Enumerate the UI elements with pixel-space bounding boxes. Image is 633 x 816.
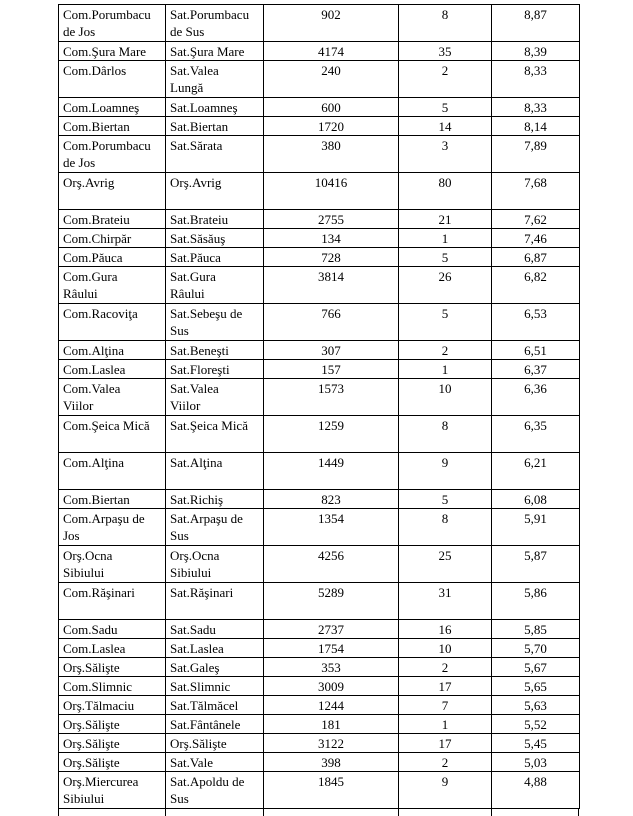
commune-cell: Orş.Avrig bbox=[59, 173, 166, 210]
count-cell: 31 bbox=[399, 583, 492, 620]
commune-cell: Com.Sadu bbox=[59, 620, 166, 639]
column-divider bbox=[398, 809, 399, 816]
commune-cell: Orş.Tălmaciu bbox=[59, 696, 166, 715]
rate-cell: 5,67 bbox=[492, 658, 580, 677]
village-cell: Sat.Brateiu bbox=[166, 210, 264, 229]
value-cell: 902 bbox=[264, 5, 399, 42]
village-cell: Sat.Slimnic bbox=[166, 677, 264, 696]
village-cell: Sat.Vale bbox=[166, 753, 264, 772]
commune-cell: Orş.Sălişte bbox=[59, 658, 166, 677]
rate-cell: 7,62 bbox=[492, 210, 580, 229]
village-cell: Sat.Alţina bbox=[166, 453, 264, 490]
count-cell: 1 bbox=[399, 360, 492, 379]
commune-cell: Com.Biertan bbox=[59, 490, 166, 509]
table-row bbox=[59, 416, 580, 453]
count-cell: 17 bbox=[399, 677, 492, 696]
count-cell: 35 bbox=[399, 42, 492, 61]
village-cell: Sat.Valea Viilor bbox=[166, 379, 264, 416]
commune-cell: Orş.Sălişte bbox=[59, 753, 166, 772]
count-cell: 26 bbox=[399, 267, 492, 304]
table-row bbox=[59, 229, 580, 248]
table-row bbox=[59, 360, 580, 379]
commune-cell: Com.Racoviţa bbox=[59, 304, 166, 341]
value-cell: 823 bbox=[264, 490, 399, 509]
rate-cell: 6,21 bbox=[492, 453, 580, 490]
count-cell: 9 bbox=[399, 453, 492, 490]
commune-cell: Com.Alţina bbox=[59, 453, 166, 490]
rate-cell: 5,03 bbox=[492, 753, 580, 772]
count-cell: 21 bbox=[399, 210, 492, 229]
commune-cell: Com.Răşinari bbox=[59, 583, 166, 620]
table-row bbox=[59, 546, 580, 583]
value-cell: 766 bbox=[264, 304, 399, 341]
table-row bbox=[59, 173, 580, 210]
commune-cell: Com.Loamneş bbox=[59, 98, 166, 117]
commune-cell: Com.Chirpăr bbox=[59, 229, 166, 248]
village-cell: Sat.Arpaşu de Sus bbox=[166, 509, 264, 546]
village-cell: Sat.Gura Râului bbox=[166, 267, 264, 304]
rate-cell: 5,91 bbox=[492, 509, 580, 546]
count-cell: 10 bbox=[399, 379, 492, 416]
rate-cell: 8,14 bbox=[492, 117, 580, 136]
value-cell: 307 bbox=[264, 341, 399, 360]
village-cell: Sat.Floreşti bbox=[166, 360, 264, 379]
table-row bbox=[59, 583, 580, 620]
value-cell: 10416 bbox=[264, 173, 399, 210]
rate-cell: 5,45 bbox=[492, 734, 580, 753]
village-cell: Sat.Fântânele bbox=[166, 715, 264, 734]
value-cell: 353 bbox=[264, 658, 399, 677]
value-cell: 3009 bbox=[264, 677, 399, 696]
table-row bbox=[59, 620, 580, 639]
column-divider bbox=[165, 809, 166, 816]
count-cell: 25 bbox=[399, 546, 492, 583]
village-cell: Orş.Sălişte bbox=[166, 734, 264, 753]
rate-cell: 7,46 bbox=[492, 229, 580, 248]
count-cell: 3 bbox=[399, 136, 492, 173]
village-cell: Orş.Avrig bbox=[166, 173, 264, 210]
table-row bbox=[59, 136, 580, 173]
rate-cell: 6,87 bbox=[492, 248, 580, 267]
count-cell: 5 bbox=[399, 490, 492, 509]
count-cell: 1 bbox=[399, 229, 492, 248]
count-cell: 8 bbox=[399, 509, 492, 546]
count-cell: 5 bbox=[399, 304, 492, 341]
commune-cell: Com.Slimnic bbox=[59, 677, 166, 696]
count-cell: 16 bbox=[399, 620, 492, 639]
commune-cell: Com.Laslea bbox=[59, 639, 166, 658]
village-cell: Sat.Săsăuş bbox=[166, 229, 264, 248]
commune-cell: Orş.Sălişte bbox=[59, 734, 166, 753]
count-cell: 1 bbox=[399, 715, 492, 734]
value-cell: 1754 bbox=[264, 639, 399, 658]
table-row bbox=[59, 509, 580, 546]
table-row bbox=[59, 772, 580, 809]
commune-cell: Com.Biertan bbox=[59, 117, 166, 136]
table-row bbox=[59, 753, 580, 772]
value-cell: 1259 bbox=[264, 416, 399, 453]
value-cell: 2737 bbox=[264, 620, 399, 639]
rate-cell: 6,08 bbox=[492, 490, 580, 509]
commune-cell: Com.Porumbacu de Jos bbox=[59, 136, 166, 173]
commune-cell: Orş.Sălişte bbox=[59, 715, 166, 734]
count-cell: 9 bbox=[399, 772, 492, 809]
value-cell: 181 bbox=[264, 715, 399, 734]
rate-cell: 6,53 bbox=[492, 304, 580, 341]
rate-cell: 5,52 bbox=[492, 715, 580, 734]
rate-cell: 8,33 bbox=[492, 61, 580, 98]
rate-cell: 6,37 bbox=[492, 360, 580, 379]
value-cell: 3122 bbox=[264, 734, 399, 753]
table-row bbox=[59, 639, 580, 658]
value-cell: 3814 bbox=[264, 267, 399, 304]
table-row bbox=[59, 42, 580, 61]
value-cell: 380 bbox=[264, 136, 399, 173]
table-row bbox=[59, 715, 580, 734]
count-cell: 14 bbox=[399, 117, 492, 136]
village-cell: Sat.Laslea bbox=[166, 639, 264, 658]
rate-cell: 6,36 bbox=[492, 379, 580, 416]
table-row bbox=[59, 117, 580, 136]
value-cell: 157 bbox=[264, 360, 399, 379]
village-cell: Sat.Valea Lungă bbox=[166, 61, 264, 98]
commune-cell: Com.Gura Râului bbox=[59, 267, 166, 304]
commune-cell: Com.Valea Viilor bbox=[59, 379, 166, 416]
commune-cell: Com.Şeica Mică bbox=[59, 416, 166, 453]
count-cell: 2 bbox=[399, 341, 492, 360]
value-cell: 1720 bbox=[264, 117, 399, 136]
value-cell: 600 bbox=[264, 98, 399, 117]
table-row bbox=[59, 734, 580, 753]
value-cell: 240 bbox=[264, 61, 399, 98]
commune-cell: Orş.Miercurea Sibiului bbox=[59, 772, 166, 809]
table-row bbox=[59, 341, 580, 360]
table-body bbox=[59, 5, 580, 809]
table-row bbox=[59, 267, 580, 304]
value-cell: 1354 bbox=[264, 509, 399, 546]
table-row bbox=[59, 677, 580, 696]
village-cell: Sat.Loamneş bbox=[166, 98, 264, 117]
commune-cell: Com.Laslea bbox=[59, 360, 166, 379]
count-cell: 2 bbox=[399, 753, 492, 772]
commune-cell: Orş.Ocna Sibiului bbox=[59, 546, 166, 583]
table-row bbox=[59, 304, 580, 341]
column-divider bbox=[491, 809, 492, 816]
village-cell: Sat.Tălmăcel bbox=[166, 696, 264, 715]
count-cell: 80 bbox=[399, 173, 492, 210]
table-row bbox=[59, 61, 580, 98]
village-cell: Sat.Beneşti bbox=[166, 341, 264, 360]
village-cell: Sat.Porumbacu de Sus bbox=[166, 5, 264, 42]
value-cell: 398 bbox=[264, 753, 399, 772]
rate-cell: 6,51 bbox=[492, 341, 580, 360]
commune-cell: Com.Păuca bbox=[59, 248, 166, 267]
value-cell: 1573 bbox=[264, 379, 399, 416]
table-row bbox=[59, 453, 580, 490]
commune-cell: Com.Dârlos bbox=[59, 61, 166, 98]
rate-cell: 5,85 bbox=[492, 620, 580, 639]
village-cell: Sat.Richiş bbox=[166, 490, 264, 509]
commune-cell: Com.Alţina bbox=[59, 341, 166, 360]
table-row bbox=[59, 98, 580, 117]
rate-cell: 5,63 bbox=[492, 696, 580, 715]
rate-cell: 6,82 bbox=[492, 267, 580, 304]
value-cell: 4174 bbox=[264, 42, 399, 61]
commune-cell: Com.Porumbacu de Jos bbox=[59, 5, 166, 42]
table-row bbox=[59, 248, 580, 267]
value-cell: 728 bbox=[264, 248, 399, 267]
value-cell: 1244 bbox=[264, 696, 399, 715]
value-cell: 2755 bbox=[264, 210, 399, 229]
value-cell: 134 bbox=[264, 229, 399, 248]
commune-cell: Com.Arpaşu de Jos bbox=[59, 509, 166, 546]
count-cell: 8 bbox=[399, 5, 492, 42]
value-cell: 1449 bbox=[264, 453, 399, 490]
count-cell: 7 bbox=[399, 696, 492, 715]
rate-cell: 5,65 bbox=[492, 677, 580, 696]
count-cell: 8 bbox=[399, 416, 492, 453]
village-cell: Sat.Răşinari bbox=[166, 583, 264, 620]
village-cell: Sat.Sărata bbox=[166, 136, 264, 173]
rate-cell: 8,39 bbox=[492, 42, 580, 61]
value-cell: 1845 bbox=[264, 772, 399, 809]
rate-cell: 7,89 bbox=[492, 136, 580, 173]
rate-cell: 8,87 bbox=[492, 5, 580, 42]
table-row bbox=[59, 210, 580, 229]
rate-cell: 4,88 bbox=[492, 772, 580, 809]
rate-cell: 8,33 bbox=[492, 98, 580, 117]
rate-cell: 7,68 bbox=[492, 173, 580, 210]
table-row bbox=[59, 5, 580, 42]
village-cell: Orş.Ocna Sibiului bbox=[166, 546, 264, 583]
value-cell: 5289 bbox=[264, 583, 399, 620]
table-row bbox=[59, 696, 580, 715]
village-cell: Sat.Sadu bbox=[166, 620, 264, 639]
partial-next-row bbox=[58, 809, 579, 816]
count-cell: 5 bbox=[399, 98, 492, 117]
rate-cell: 6,35 bbox=[492, 416, 580, 453]
count-cell: 2 bbox=[399, 658, 492, 677]
count-cell: 10 bbox=[399, 639, 492, 658]
table-row bbox=[59, 379, 580, 416]
village-cell: Sat.Şura Mare bbox=[166, 42, 264, 61]
village-cell: Sat.Biertan bbox=[166, 117, 264, 136]
commune-cell: Com.Brateiu bbox=[59, 210, 166, 229]
value-cell: 4256 bbox=[264, 546, 399, 583]
rate-cell: 5,86 bbox=[492, 583, 580, 620]
village-cell: Sat.Galeş bbox=[166, 658, 264, 677]
column-divider bbox=[263, 809, 264, 816]
count-cell: 17 bbox=[399, 734, 492, 753]
count-cell: 5 bbox=[399, 248, 492, 267]
commune-cell: Com.Şura Mare bbox=[59, 42, 166, 61]
table-row bbox=[59, 658, 580, 677]
rate-cell: 5,70 bbox=[492, 639, 580, 658]
count-cell: 2 bbox=[399, 61, 492, 98]
village-cell: Sat.Păuca bbox=[166, 248, 264, 267]
settlements-table bbox=[58, 4, 580, 809]
rate-cell: 5,87 bbox=[492, 546, 580, 583]
village-cell: Sat.Sebeşu de Sus bbox=[166, 304, 264, 341]
village-cell: Sat.Apoldu de Sus bbox=[166, 772, 264, 809]
village-cell: Sat.Şeica Mică bbox=[166, 416, 264, 453]
table-row bbox=[59, 490, 580, 509]
